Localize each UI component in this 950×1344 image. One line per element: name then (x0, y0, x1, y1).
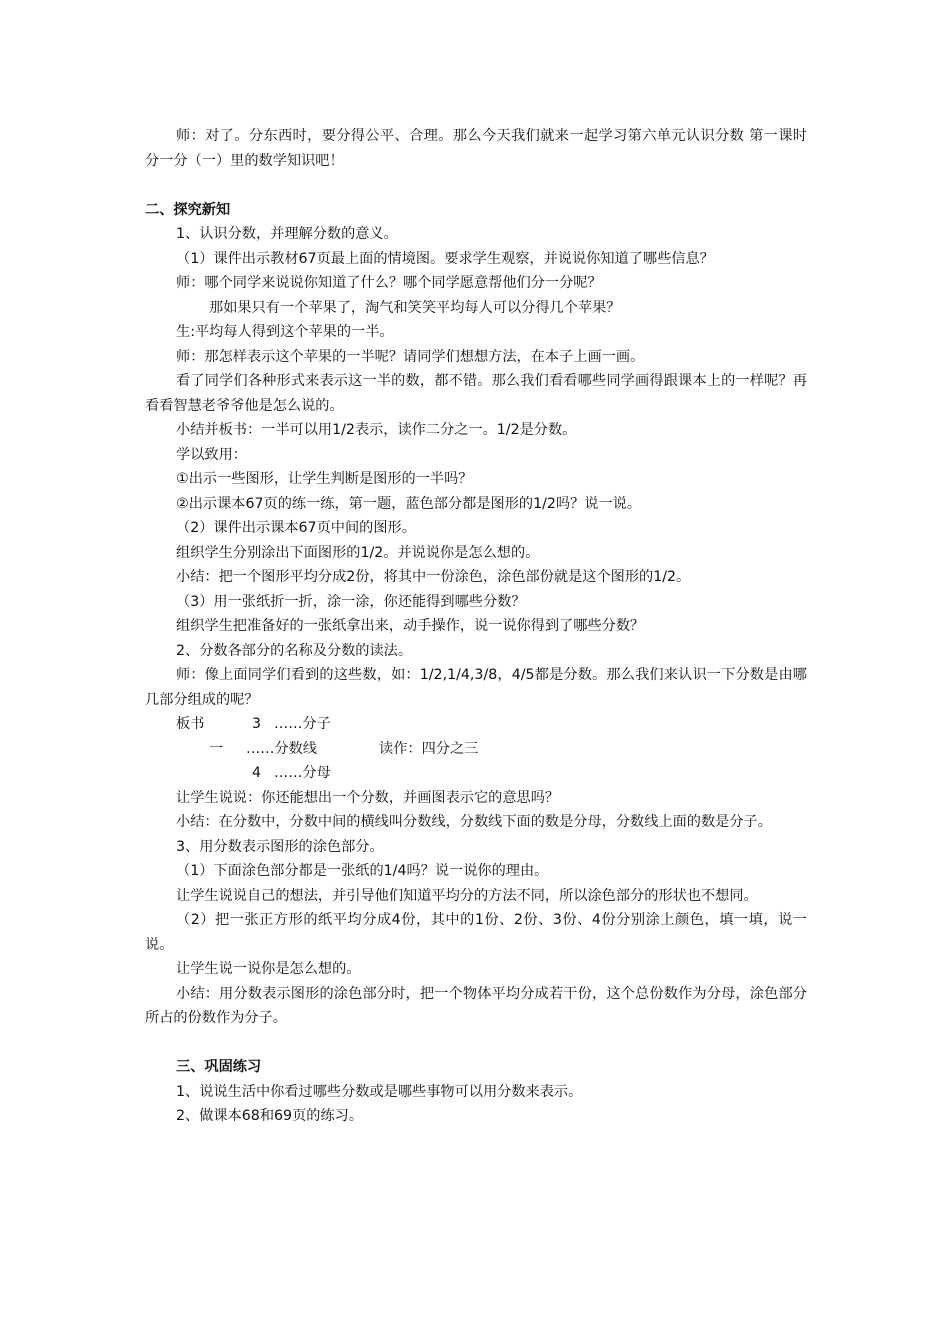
board-reading: 读作：四分之三 (379, 740, 479, 757)
paragraph: （2）把一张正方形的纸平均分成4份，其中的1份、2份、3份、4份分别涂上颜色，填一填，说一说。 (145, 912, 807, 953)
paragraph: 让学生说说自己的想法，并引导他们知道平均分的方法不同，所以涂色部分的形状也不想同。 (176, 887, 758, 904)
paragraph: ①出示一些图形，让学生判断是图形的一半吗？ (176, 471, 473, 487)
paragraph: ②出示课本67页的练一练，第一题，蓝色部分都是图形的1/2吗？说一说。 (176, 495, 642, 512)
paragraph: 师：那怎样表示这个苹果的一半呢？请同学们想想方法，在本子上画一画。 (176, 348, 645, 365)
paragraph: 学以致用： (176, 446, 247, 463)
paragraph: 小结：把一个图形平均分成2份，将其中一份涂色，涂色部份就是这个图形的1/2。 (176, 569, 691, 585)
board-bar-text: ……分数线 (246, 740, 317, 757)
paragraph: 小结并板书：一半可以用1/2表示，读作二分之一。1/2是分数。 (176, 422, 577, 438)
board-numerator-text: ……分子 (274, 716, 331, 732)
paragraph: 小结：用分数表示图形的涂色部分时，把一个物体平均分成若干份，这个总份数作为分母，涂色部分所占的份数作为分子。 (145, 985, 807, 1026)
paragraph: 看了同学们各种形式来表示这一半的数，都不错。那么我们看看哪些同学画得跟课本上的一样呢？再看看智慧老爷爷他是怎么说的。 (145, 373, 807, 414)
paragraph: 组织学生把准备好的一张纸拿出来，动手操作，说一说你得到了哪些分数？ (176, 618, 645, 634)
board-numerator: 3 (252, 716, 262, 732)
paragraph: 让学生说一说你是怎么想的。 (176, 961, 361, 977)
paragraph: （1）下面涂色部分都是一张纸的1/4吗？说一说你的理由。 (176, 863, 549, 879)
paragraph: 让学生说说：你还能想出一个分数，并画图表示它的意思吗？ (176, 789, 560, 806)
section-heading-explore: 二、探究新知 (145, 201, 231, 218)
paragraph: 3、用分数表示图形的涂色部分。 (176, 838, 384, 855)
paragraph: 2、分数各部分的名称及分数的读法。 (176, 642, 413, 659)
paragraph: （2）课件出示课本67页中间的图形。 (176, 520, 416, 536)
paragraph: 师：哪个同学来说说你知道了什么？哪个同学愿意帮他们分一分呢？ (176, 275, 602, 291)
paragraph: 生:平均每人得到这个苹果的一半。 (176, 324, 394, 340)
paragraph: 小结：在分数中，分数中间的横线叫分数线，分数线下面的数是分母，分数线上面的数是分子。 (176, 814, 772, 830)
board-label: 板书 (176, 716, 205, 732)
document-page (145, 124, 812, 1129)
board-denominator-text: ……分母 (274, 765, 331, 781)
board-fraction-bar: 一 (209, 740, 224, 757)
intro-paragraph: 师：对了。分东西时，要分得公平、合理。那么今天我们就来一起学习第六单元认识分数 第一课时 分一分（一）里的数学知识吧！ (145, 128, 812, 169)
paragraph: 组织学生分别涂出下面图形的1/2。并说说你是怎么想的。 (176, 544, 540, 561)
paragraph: 2、做课本68和69页的练习。 (176, 1108, 364, 1124)
board-denominator: 4 (252, 765, 262, 781)
paragraph: （1）课件出示教材67页最上面的情境图。要求学生观察，并说说你知道了哪些信息？ (176, 250, 714, 267)
paragraph: 那如果只有一个苹果了，淘气和笑笑平均每人可以分得几个苹果？ (209, 299, 621, 316)
paragraph: （3）用一张纸折一折，涂一涂，你还能得到哪些分数？ (176, 593, 526, 610)
fraction-board (145, 712, 807, 786)
section-heading-practice: 三、巩固练习 (176, 1059, 262, 1075)
spacer (145, 1031, 807, 1056)
spacer (145, 173, 807, 198)
paragraph: 师：像上面同学们看到的这些数，如：1/2,1/4,3/8，4/5都是分数。那么我们来认识一下分数是由哪几部分组成的呢？ (145, 667, 807, 708)
paragraph: 1、说说生活中你看过哪些分数或是哪些事物可以用分数来表示。 (176, 1083, 583, 1100)
paragraph: 1、认识分数，并理解分数的意义。 (176, 226, 398, 242)
